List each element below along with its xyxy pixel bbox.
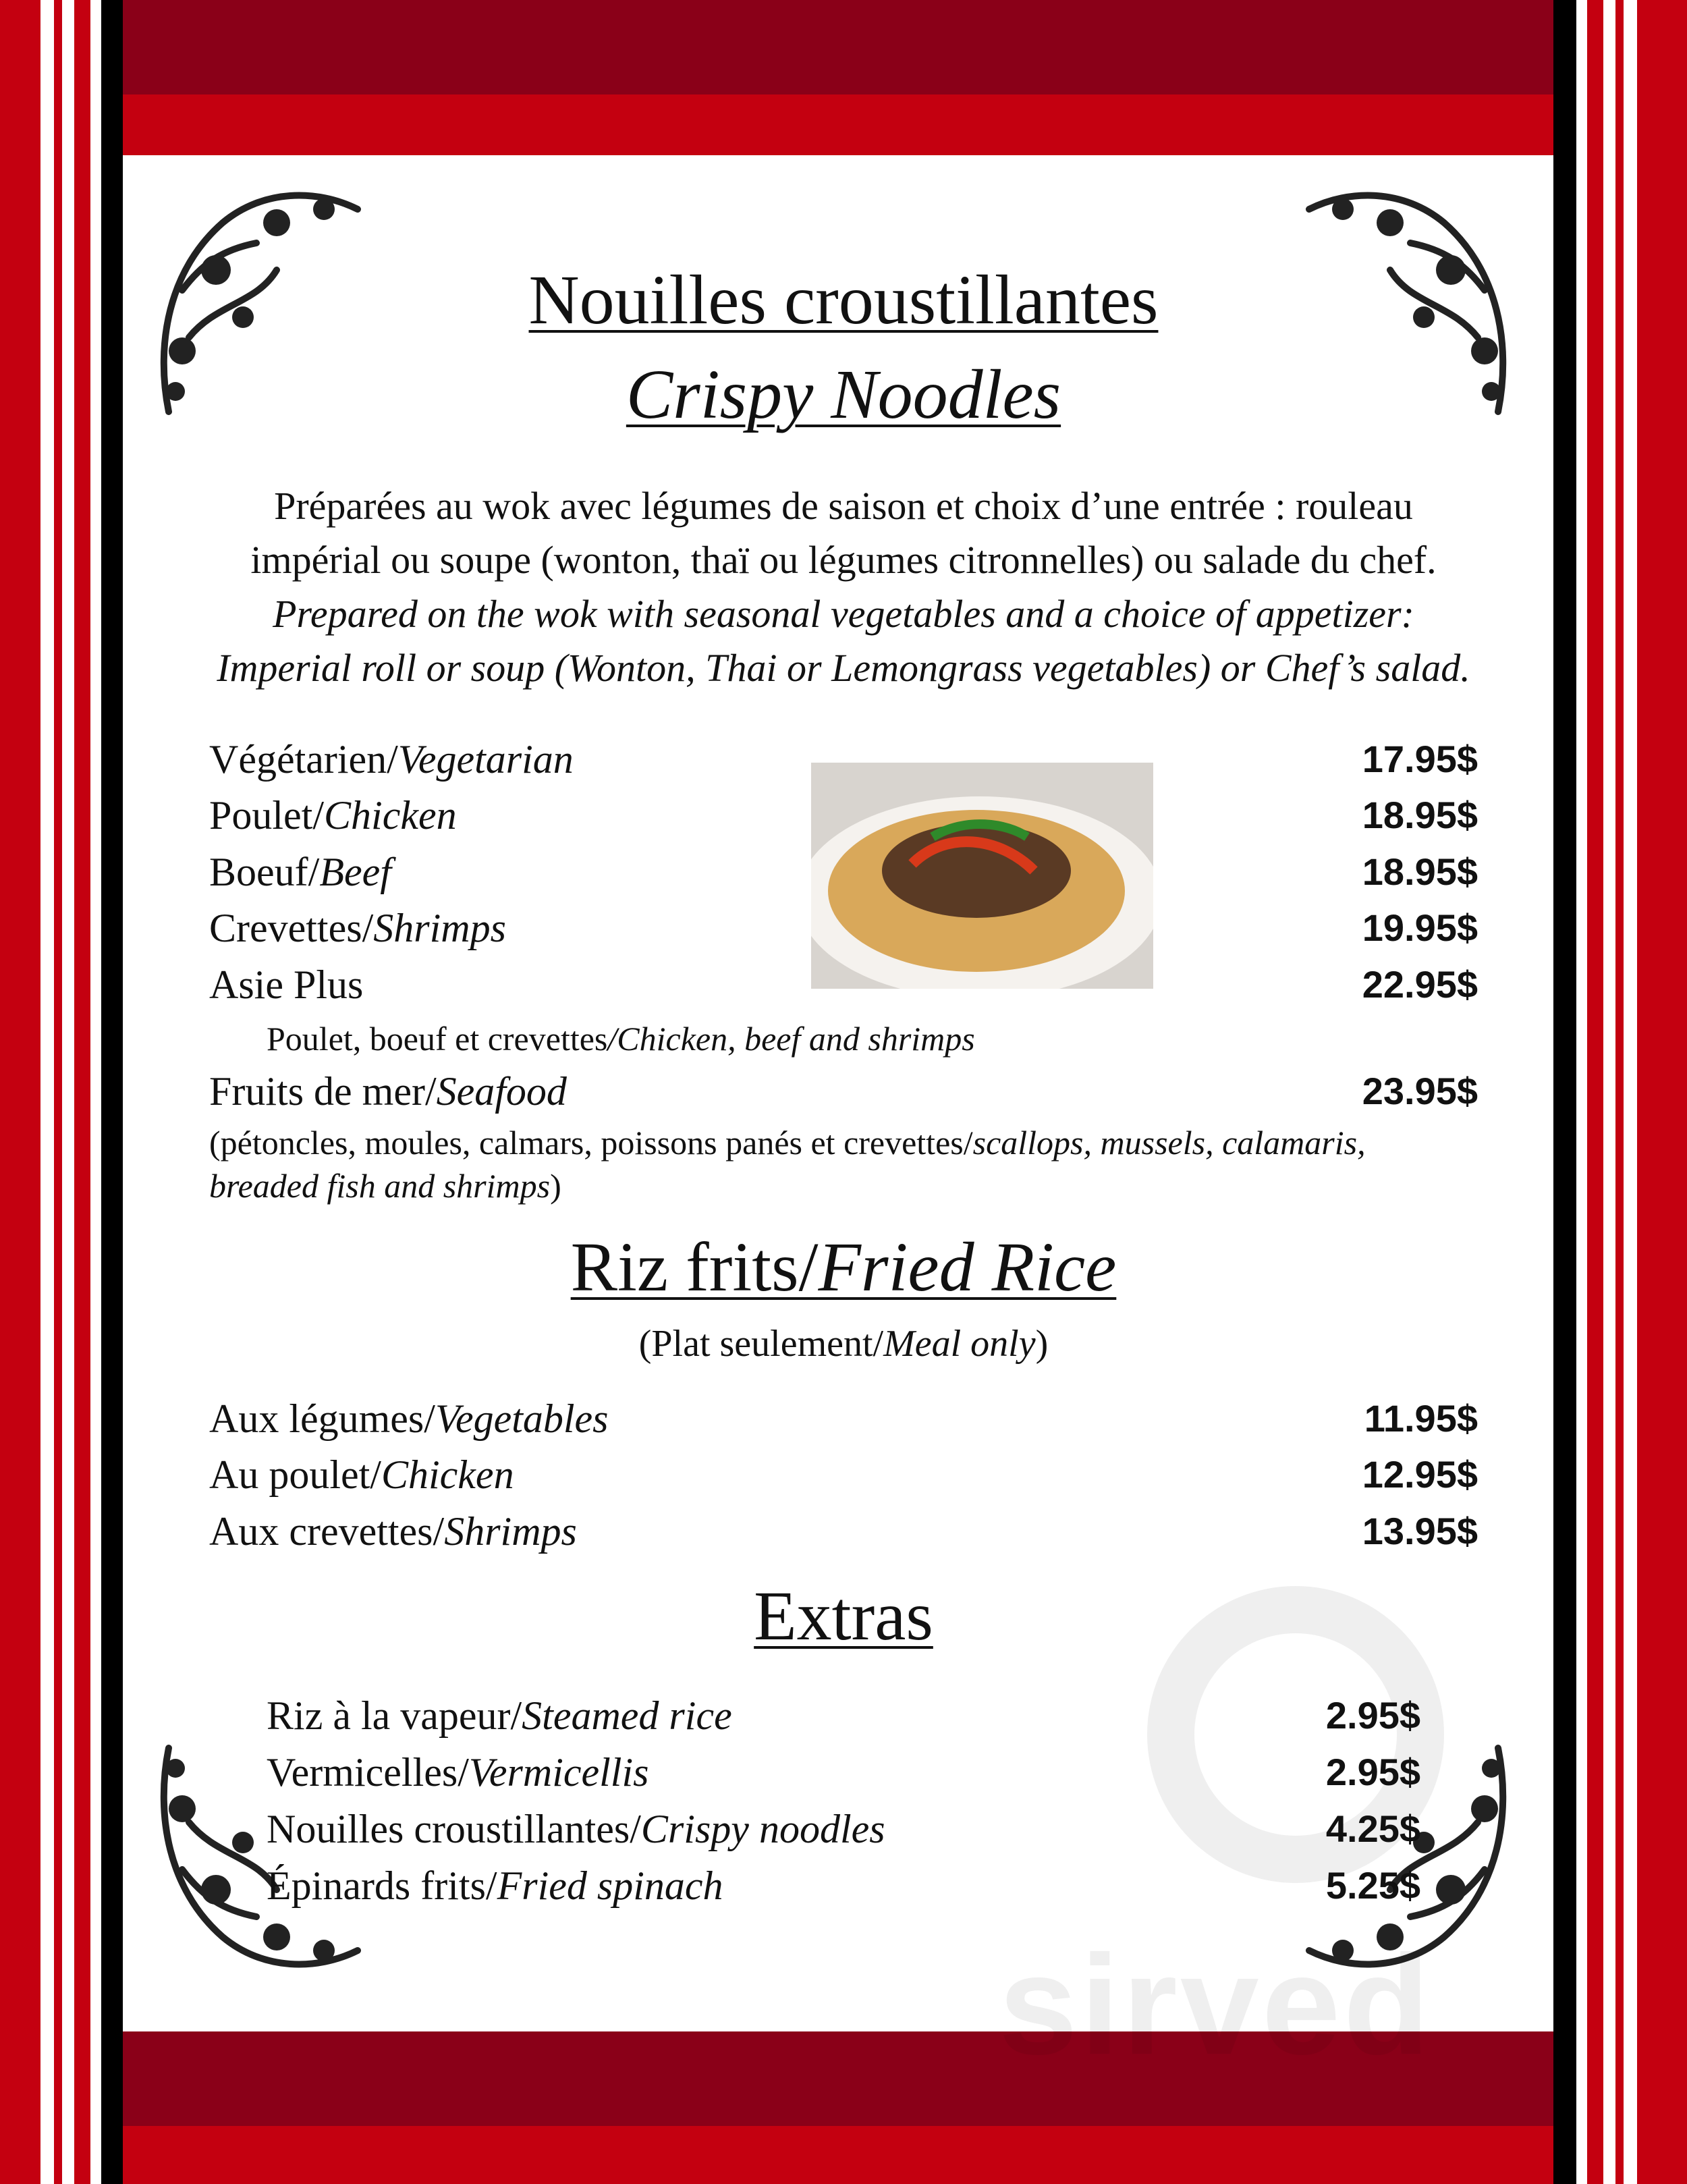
bottom-band-red [0,2126,1687,2184]
item-name: Végétarien/Vegetarian [209,737,574,782]
top-band-red [0,94,1687,155]
item-price: 18.95$ [1362,850,1478,893]
menu-item [209,901,1478,955]
item-price: 11.95$ [1364,1397,1478,1440]
item-name: Nouilles croustillantes/Crispy noodles [267,1807,885,1851]
item-price: 22.95$ [1362,963,1478,1006]
menu-item [209,1504,1478,1558]
item-price: 23.95$ [1362,1070,1478,1112]
item-price: 17.95$ [1362,738,1478,780]
item-name: Vermicelles/Vermicellis [267,1750,649,1795]
section-subtitle: (Plat seulement/Meal only) [638,1323,1049,1365]
item-name: Riz à la vapeur/Steamed rice [267,1693,732,1738]
menu-item [267,1859,1420,1913]
menu-item [209,732,1478,786]
menu-item [209,1448,1478,1502]
watermark: sirved [999,1926,1433,2084]
description-en-line-2: Imperial roll or soup (Wonton, Thai or Lemongrass vegetables) or Chef’s salad. [217,646,1470,690]
item-note: breaded fish and shrimps) [209,1167,561,1205]
item-price: 19.95$ [1362,906,1478,949]
bottom-band-dark [0,2031,1687,2126]
item-name: Boeuf/Beef [209,850,391,894]
description-en-line-1: Prepared on the wok with seasonal vegetables and a choice of appetizer: [273,592,1414,636]
section-title-en: Crispy Noodles [626,356,1061,433]
item-note: (pétoncles, moules, calmars, poissons panés et crevettes/scallops, mussels, calamaris, [209,1124,1366,1162]
item-name: Aux crevettes/Shrimps [209,1509,577,1554]
item-note: Poulet, boeuf et crevettes/Chicken, beef and shrimps [267,1020,975,1058]
item-price: 12.95$ [1362,1453,1478,1496]
item-name: Poulet/Chicken [209,793,457,838]
menu-item [209,845,1478,899]
item-name: Fruits de mer/Seafood [209,1069,567,1114]
item-name: Au poulet/Chicken [209,1452,514,1497]
description-fr-line-2: impérial ou soupe (wonton, thaï ou légumes citronnelles) ou salade du chef. [250,538,1437,582]
item-price: 5.25$ [1325,1864,1420,1907]
menu-item [267,1802,1420,1856]
menu-item [267,1689,1420,1743]
menu-item [209,958,1478,1012]
description-fr-line-1: Préparées au wok avec légumes de saison et choix d’une entrée : rouleau [274,484,1413,528]
menu-item [209,788,1478,842]
item-price: 13.95$ [1362,1510,1478,1552]
item-price: 18.95$ [1362,794,1478,836]
menu-item [209,1392,1478,1446]
item-name: Aux légumes/Vegetables [209,1396,609,1441]
item-price: 2.95$ [1325,1694,1420,1737]
item-price: 2.95$ [1325,1751,1420,1793]
item-price: 4.25$ [1325,1807,1420,1850]
menu-item [267,1745,1420,1799]
menu-item [209,1064,1478,1118]
top-band-dark [0,0,1687,94]
item-name: Épinards frits/Fried spinach [267,1863,723,1908]
item-name: Crevettes/Shrimps [209,906,506,950]
section-title-fr: Nouilles croustillantes [528,261,1159,339]
section-title-fried-rice: Riz frits/Fried Rice [570,1228,1117,1306]
item-name: Asie Plus [209,962,364,1007]
section-title-extras: Extras [754,1577,933,1655]
